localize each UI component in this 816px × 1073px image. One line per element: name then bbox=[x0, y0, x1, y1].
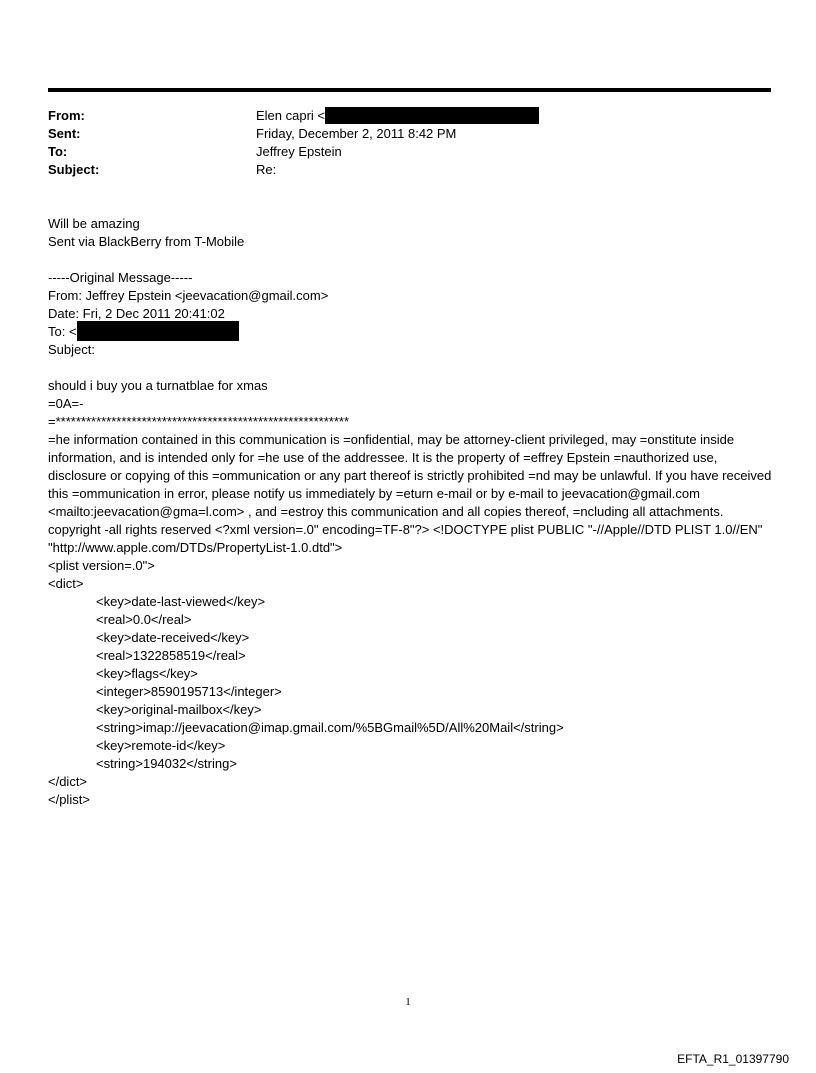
reply-body bbox=[48, 215, 778, 251]
sent-value: Friday, December 2, 2011 8:42 PM bbox=[256, 126, 457, 141]
plist-entry: <key>remote-id</key> bbox=[96, 738, 226, 753]
subject-value: Re: bbox=[256, 162, 277, 177]
plist-close: </plist> bbox=[48, 792, 90, 807]
message-body bbox=[48, 377, 778, 809]
encoding-line: =********************************************************** bbox=[48, 414, 350, 429]
original-from: From: Jeffrey Epstein <jeevacation@gmail.com> bbox=[48, 288, 329, 303]
plist-entry: <string>194032</string> bbox=[96, 756, 237, 771]
reply-signature: Sent via BlackBerry from T-Mobile bbox=[48, 234, 245, 249]
header-rule bbox=[48, 88, 771, 92]
subject-label: Subject: bbox=[48, 162, 100, 177]
original-divider: -----Original Message----- bbox=[48, 270, 193, 285]
dict-open: <dict> bbox=[48, 576, 84, 591]
plist-entry: <integer>8590195713</integer> bbox=[96, 684, 282, 699]
redaction-bar bbox=[77, 321, 239, 341]
disclaimer-text: =he information contained in this communication is =onfidential, may be attorney-client privileged, may =onstitute inside information, and is intended only for =he use of the addressee. It is the property of =effrey Epstein =nauthorized use, disclosure or copying of this =ommunication or any part thereof is strictly prohibited =nd may be unlawful. If you have received this =ommunication in error, please notify us immediately by =eturn e-mail or by e-mail to jeevacation@gmail.com <mailto:jeevacation@gma=l.com> , and =estroy this communication and all copies thereof, =ncluding all attachments. copyright -all rights reserved <?xml version=.0" encoding=TF-8"?> <!DOCTYPE plist PUBLIC "-//Apple//DTD PLIST 1.0//EN" "http://www.apple.com/DTDs/PropertyList-1.0.dtd"> bbox=[48, 432, 772, 555]
from-label: From: bbox=[48, 108, 85, 123]
dict-close: </dict> bbox=[48, 774, 88, 789]
plist-entry: <key>flags</key> bbox=[96, 666, 198, 681]
reply-line: Will be amazing bbox=[48, 216, 140, 231]
to-value: Jeffrey Epstein bbox=[256, 144, 342, 159]
plist-open: <plist version=.0"> bbox=[48, 558, 155, 573]
plist-entry: <real>0.0</real> bbox=[96, 612, 192, 627]
plist-entry: <key>date-received</key> bbox=[96, 630, 250, 645]
document-id: EFTA_R1_01397790 bbox=[677, 1052, 789, 1066]
plist-entry: <key>original-mailbox</key> bbox=[96, 702, 262, 717]
sent-label: Sent: bbox=[48, 126, 81, 141]
redaction-bar bbox=[325, 107, 539, 124]
plist-entry: <real>1322858519</real> bbox=[96, 648, 246, 663]
to-label: To: bbox=[48, 144, 68, 159]
message-text: should i buy you a turnatblae for xmas bbox=[48, 378, 268, 393]
plist-entry: <string>imap://jeevacation@imap.gmail.com/%5BGmail%5D/All%20Mail</string> bbox=[96, 720, 564, 735]
plist-entry: <key>date-last-viewed</key> bbox=[96, 594, 266, 609]
from-value-text: Elen capri < bbox=[256, 108, 326, 123]
encoding-line: =0A=- bbox=[48, 396, 84, 411]
original-to bbox=[48, 323, 778, 341]
original-to-text: To: < bbox=[48, 324, 77, 339]
original-date: Date: Fri, 2 Dec 2011 20:41:02 bbox=[48, 306, 225, 321]
from-value bbox=[256, 107, 539, 125]
original-message-header bbox=[48, 269, 778, 359]
original-subject: Subject: bbox=[48, 342, 95, 357]
page-number: 1 bbox=[405, 996, 411, 1008]
